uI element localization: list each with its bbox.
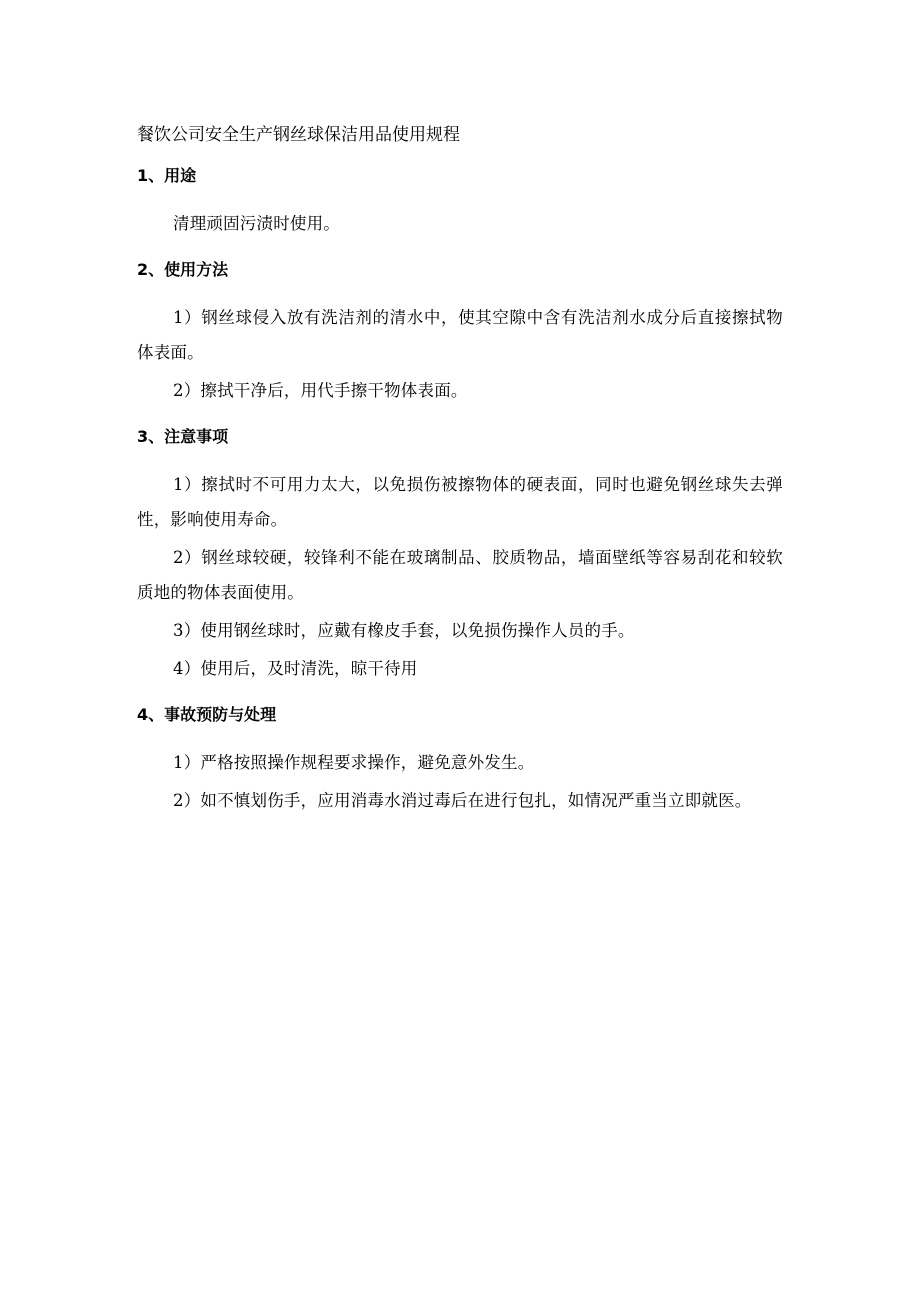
paragraph: 4）使用后，及时清洗，晾干待用 (173, 659, 418, 678)
paragraph: 2）钢丝球较硬，较锋利不能在玻璃制品、胶质物品，墙面壁纸等容易刮花和较软质地的物体表面使用。 (137, 548, 783, 602)
document-title: 餐饮公司安全生产钢丝球保洁用品使用规程 (137, 125, 460, 145)
section-precautions (137, 424, 783, 686)
section-usage-method (137, 257, 783, 408)
paragraph: 2）如不慎划伤手，应用消毒水消过毒后在进行包扎，如情况严重当立即就医。 (173, 791, 752, 810)
paragraph: 清理顽固污渍时使用。 (173, 214, 340, 233)
paragraph: 1）擦拭时不可用力太大，以免损伤被擦物体的硬表面，同时也避免钢丝球失去弹性，影响使用寿命。 (137, 475, 783, 529)
section-purpose (137, 163, 783, 241)
paragraph: 1）钢丝球侵入放有洗洁剂的清水中，使其空隙中含有洗洁剂水成分后直接擦拭物体表面。 (137, 308, 783, 362)
section-heading: 2、使用方法 (137, 260, 229, 279)
section-heading: 4、事故预防与处理 (137, 705, 277, 724)
paragraph: 3）使用钢丝球时，应戴有橡皮手套，以免损伤操作人员的手。 (173, 621, 635, 640)
section-heading: 1、用途 (137, 166, 197, 185)
document-body (137, 122, 783, 821)
section-accident-prevention (137, 702, 783, 818)
section-heading: 3、注意事项 (137, 427, 229, 446)
paragraph: 1）严格按照操作规程要求操作，避免意外发生。 (173, 753, 535, 772)
paragraph: 2）擦拭干净后，用代手擦干物体表面。 (173, 381, 468, 400)
